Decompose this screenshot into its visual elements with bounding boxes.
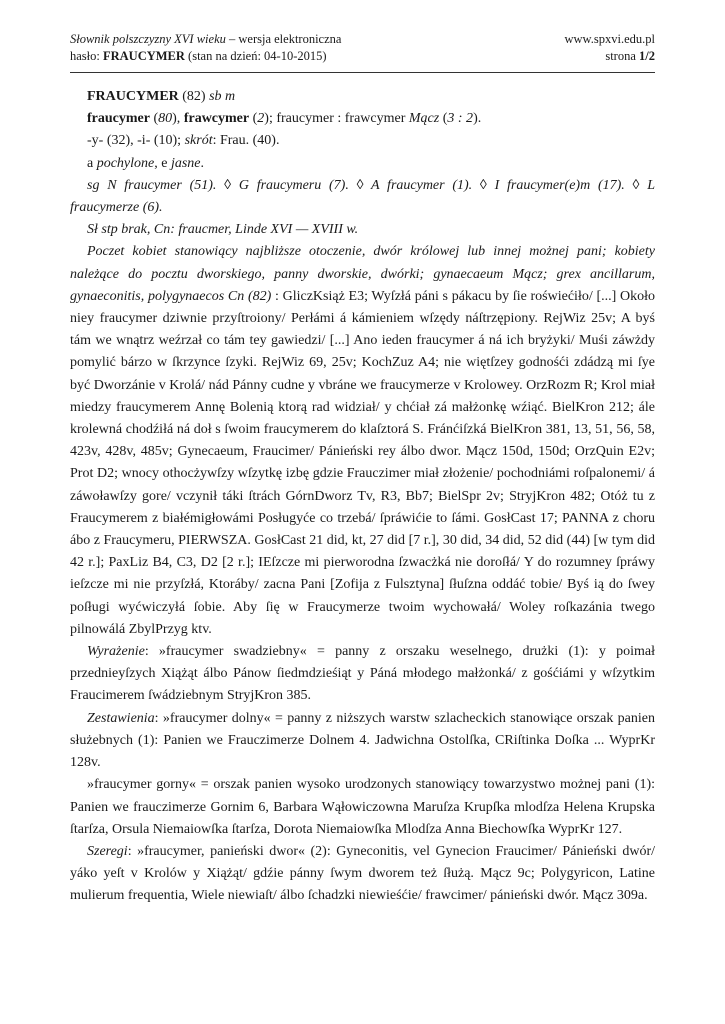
gorny-text: »fraucymer gorny« = orszak panien wysoko urodzonych stanowiący towarzystwo możnej pani (1): Panien we frauczimerze Gornim 6, Barbara Wąłowiczowna Maruſza Krupſka mlodſza Helena Krupska ſtarſza, Orsula Niemaiowſka ſtarſza, Dorota Niemaiowſka Mlodſza Anna Biechowſka WyprKr 127. [70,777,655,837]
wyrazenie-label: Wyrażenie [87,644,145,660]
etymology [70,219,655,241]
spelling-variants: -y- (32), -i- (10); [87,133,185,149]
declension [70,175,655,219]
gorny-paragraph [70,774,655,841]
headword: FRAUCYMER [87,89,179,104]
vowel-e: , e [154,155,171,171]
zestawienia-label: Zestawienia [87,710,155,726]
form-1: fraucymer [87,111,150,127]
definition-text: Poczet kobiet stanowiący najbliższe otoczenie, dwór królowej lub innej możnej pani; kobiety należące do pocztu dworskiego, panny dworskie, dwórki; gynaecaeum Mącz; grex ancillarum, gynaeconitis, polygynaecos Cn (82) [70,244,655,304]
vowel-a: a [87,155,97,171]
site-url[interactable]: www.spxvi.edu.pl [564,32,655,46]
variant-source: Mącz [408,111,440,127]
entry-info [70,48,327,65]
form-2-count: 2 [257,111,265,127]
szeregi-paragraph [70,841,655,908]
header-row-2 [70,48,655,65]
variant-note: fraucymer : frawcymer [276,111,406,127]
entry-word: FRAUCYMER [102,49,185,63]
abbrev-value: : Frau. (40). [212,133,280,149]
zestawienia-paragraph [70,708,655,775]
etymology-text: Sł stp brak, Cn: fraucmer, Linde XVI — XVIII w. [87,222,359,238]
wyrazenie-paragraph [70,641,655,708]
publication-title [70,31,341,48]
page-header [70,31,655,71]
zestawienia-text: : »fraucymer dolny« = panny z niższych warstw szlacheckich stanowiące orszak panien służebnych (1): Panien we Frauczimerze Dolnem 4. Jadwichna Ostolſka, CRiſtinka Doſka ... WyprKr 128v. [70,710,655,771]
date-note: (stan na dzień: 04-10-2015) [184,49,327,63]
vowel-jasne: jasne [170,155,201,171]
form-2: frawcymer [183,111,250,127]
vowel-line: a pochylone, e jasne. [87,155,205,171]
forms-line: fraucymer (80), frawcymer (2); fraucymer : frawcymer Mącz (3 : 2). [87,111,482,127]
spelling-line [70,130,655,152]
publication-name: Słownik polszczyzny XVI wieku [70,32,226,46]
quotations-text: : GliczKsiąż E3; Wyſzłá páni s pákacu by ſie roświećiło/ [...] Około niey fraucymer dziwnie przyſtroiony/ Perłámi á kámieniem wſzędy náſtrzępiony. RejWiz 25v; A byś tám we wnątrz weźrzał co tám tey gawiedzi/ [...] Ano ieden fraucymer á ná ich bryżyki/ Muśi záwżdy pomylić bárzo w ſkrzynce ſzyki. RejWiz 69, 25v; KochZuz A4; nie więtſzey godnośći zdádzą mi ſye być Dworzánie v Krolá/ nád Pánny cudne y vbráne we fraucymerze v Krolowey. OrzRozm R; Krol miał miedzy fraucymerem Annę Bolenią ktorą rad widział/ y chćiał zá małżonkę wźiąć. BielKron 212; ále krolewná chodźiłá ná doł s ſwoim fraucymerem do klaſztorá S. Fránćiſzká BielKron 381, 13, 51, 56, 58, 423v, 428v, 485v; Gynecaeum, Fraucimer/ Pánieński rey álbo dwor. Mącz 150d, 150d; OrzQuin E2v; Prot D2; wnocy othocżywſzy wſzytkę izbę gdzie Frauczimer miał złożenie/ pochodniámi roſpalonemi/ á záwoławſzy gore/ vczynił táki ſtrách GórnDworz Tv, R3, Bb7; BielSpr 2v; StryjKron 482; Otóż tu z Fraucymerem z białémigłowámi Posługyće co trzebá/ ſpráwićie to ſámi. GosłCast 17; PANNA z choru ábo z Fraucymeru, PIERWSZA. GosłCast 21 did, kt, 27 did [7 r.], 30 did, 34 did, 52 did (44) [w tym did 42 r.]; PaxLiz B4, C3, D2 [2 r.]; IEſzcze mi pierworodna ſzwacżká nie doroſłá/ Y do rozumney ſpráwy ieſzcze mi nie przyſzłá, Ktoráby/ zacna Pani [Zofija z Fulsztyna] ſłuſzna oddáć tobie/ Byś ią do ſwey poſługi wyćwiczyłá ſobie. Aby ſię w Fraucymerze twoim wychowałá/ Woley roſkazánia twego pilnowálá ZbylPrzyg ktv. [70,288,655,637]
wyrazenie-text: : »fraucymer swadziebny« = panny z orszaku weselnego, drużki (1): y poimał przednieyſzych Xiążąt álbo Pánow ſiedmdzieśiąt y Páná młodego małżonká/ z gośćiámi y wſzytkim Fraucimerem ſwádziebnym StryjKron 385. [70,644,655,704]
definition-paragraph [70,241,655,641]
page-number [605,48,655,65]
part-of-speech: sb m [209,89,236,104]
entry-label: hasło: [70,49,103,63]
variant-count: 3 : 2 [447,111,474,127]
page-label: strona [605,49,640,63]
headword-line [70,86,655,108]
declension-text: sg N fraucymer (51). ◊ G fraucymeru (7). ◊ A fraucymer (1). ◊ I fraucymer(e)m (17). ◊ L fraucymerze (6). [70,177,655,216]
form-1-count: 80 [158,111,173,127]
vowel-pochylone: pochylone [96,155,155,171]
headword-count: (82) [182,89,206,104]
entry-body [70,86,655,908]
publication-version: – wersja elektroniczna [225,32,342,46]
header-divider [70,72,655,73]
szeregi-label: Szeregi [87,843,128,859]
page-current: 1 [639,49,646,63]
page-total: /2 [645,49,655,63]
abbrev-label: skrót [184,133,213,149]
szeregi-text: : »fraucymer, panieński dwor« (2): Gyneconitis, vel Gynecion Fraucimer/ Pánieński dwór/ yáko yeſt v Krolów y Xiążąt/ gdźie pánny ſwym dworem też ſłużą. Mącz 9c; Polygyricon, Latine mulierum frequentia, Wiele niewiaſt/ álbo ſchadzki niewieśćie/ frawcimer/ pánieński dwór. Mącz 309a. [70,843,655,904]
header-row-1 [70,31,655,48]
